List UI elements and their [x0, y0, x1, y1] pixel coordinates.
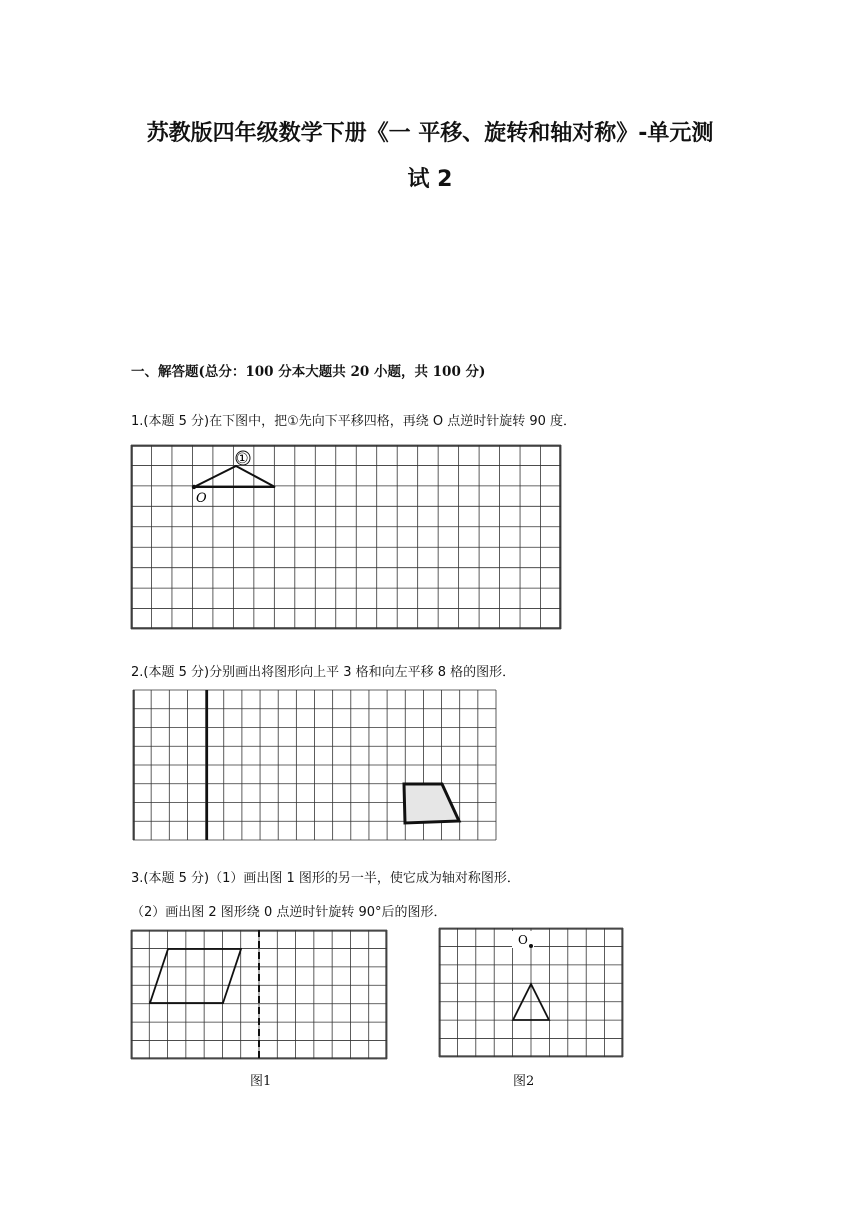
question-3-text-part1: 3.(本题 5 分)（1）画出图 1 图形的另一半，使它成为轴对称图形．: [131, 871, 520, 886]
question-1-shape-label: ①: [236, 451, 249, 467]
question-3-text-part2: （2）画出图 2 图形绕 0 点逆时针旋转 90°后的图形．: [131, 905, 447, 920]
question-2-grid[interactable]: [133, 690, 496, 840]
question-1-triangle: [194, 466, 275, 487]
page-title-line2: 试 2: [407, 167, 453, 192]
question-1-gridlines: [131, 445, 561, 629]
question-2-quadrilateral: [404, 784, 459, 823]
question-1-text: 1.(本题 5 分)在下图中，把①先向下平移四格，再绕 O 点逆时针旋转 90 度．: [131, 414, 577, 429]
question-3-point-label: O: [518, 933, 528, 947]
figure-2-caption: 图2: [513, 1074, 535, 1089]
question-1-grid-border: [132, 446, 560, 628]
question-1-point-o: [192, 485, 196, 489]
page-title-line1: 苏教版四年级数学下册《一 平移、旋转和轴对称》-单元测: [146, 121, 714, 146]
question-3-figure1-grid[interactable]: [131, 930, 387, 1059]
question-1-grid[interactable]: [131, 445, 561, 629]
question-3-parallelogram: [150, 949, 241, 1003]
question-1-point-label: O: [196, 491, 207, 506]
page-title: [110, 111, 750, 203]
section-heading: 一、解答题(总分：100 分本大题共 20 小题，共 100 分): [131, 364, 486, 380]
question-2-text: 2.(本题 5 分)分别画出将图形向上平 3 格和向左平移 8 格的图形．: [131, 665, 516, 680]
question-3-figure2-grid[interactable]: [439, 928, 623, 1057]
question-3-point-o: [529, 944, 533, 948]
figure-1-caption: 图1: [250, 1074, 272, 1089]
